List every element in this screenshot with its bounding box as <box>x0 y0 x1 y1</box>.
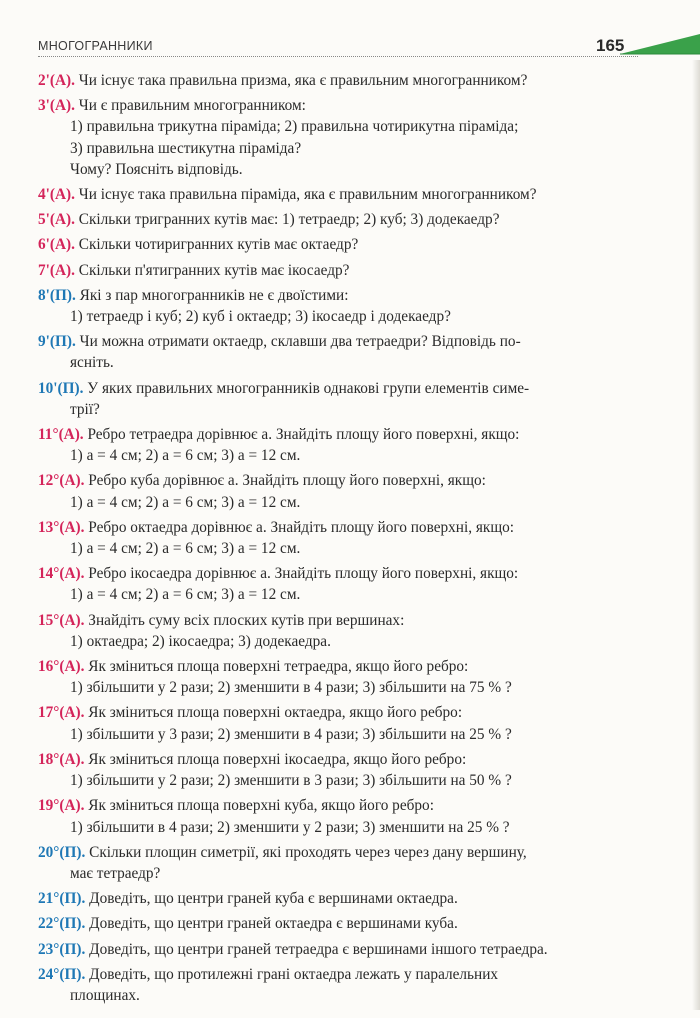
exercise-text: Як зміниться площа поверхні октаедра, якщо його ребро: <box>84 704 463 722</box>
exercise-options <box>38 724 634 745</box>
exercise-question <box>38 260 634 281</box>
exercise-question <box>38 842 634 863</box>
page-header <box>38 36 700 58</box>
exercise-number: 12°(А). <box>38 472 85 490</box>
exercise-item <box>38 378 634 420</box>
exercise-options <box>38 677 634 698</box>
exercise-text: Скільки чотиригранних кутів має октаедр? <box>74 236 359 254</box>
header-divider <box>38 56 638 57</box>
exercise-number: 8'(П). <box>38 286 76 304</box>
exercise-item <box>38 610 634 652</box>
exercise-text-continuation: трії? <box>70 400 100 418</box>
exercise-text: Скільки п'ятигранних кутів має ікосаедр? <box>74 261 350 279</box>
exercise-question <box>38 749 634 770</box>
exercise-text-continuation: має тетраедр? <box>70 864 161 882</box>
exercise-question <box>38 517 634 538</box>
exercise-text: Як зміниться площа поверхні ікосаедра, якщо його ребро: <box>84 750 467 768</box>
exercise-question <box>38 378 634 399</box>
exercise-number: 13°(А). <box>38 518 85 536</box>
exercise-number: 23°(П). <box>38 940 86 958</box>
exercise-options <box>38 538 634 559</box>
exercise-option-line: 1) a = 4 см; 2) a = 6 см; 3) a = 12 см. <box>70 540 301 558</box>
exercise-item <box>38 563 634 605</box>
exercise-number: 22°(П). <box>38 915 86 933</box>
exercise-text: Чи існує така правильна піраміда, яка є правильним многогранником? <box>74 186 537 204</box>
exercise-options <box>38 116 634 158</box>
exercise-item <box>38 702 634 744</box>
exercise-option-line: 1) збільшити у 2 рази; 2) зменшити в 3 рази; 3) збільшити на 50 % ? <box>70 772 512 790</box>
exercise-number: 10'(П). <box>38 379 84 397</box>
exercise-number: 14°(А). <box>38 565 85 583</box>
exercise-text: Скільки площин симетрії, які проходять через через дану вершину, <box>85 843 527 861</box>
exercise-number: 3'(А). <box>38 97 75 115</box>
exercise-item <box>38 95 634 180</box>
exercise-question <box>38 470 634 491</box>
exercise-options <box>38 817 634 838</box>
exercise-item <box>38 184 634 205</box>
section-title: МНОГОГРАННИКИ <box>38 39 153 53</box>
exercise-option-line: 1) тетраедр і куб; 2) куб і октаедр; 3) ікосаедр і додекаедр? <box>70 308 451 326</box>
exercise-number: 20°(П). <box>38 843 86 861</box>
exercise-number: 18°(А). <box>38 750 85 768</box>
exercise-text: Доведіть, що протилежні грані октаедра лежать у паралельних <box>85 965 499 983</box>
exercise-text: У яких правильних многогранників однакові групи елементів симе- <box>83 379 530 397</box>
exercise-question <box>38 888 634 909</box>
exercise-item <box>38 234 634 255</box>
exercise-option-line: 1) збільшити у 2 рази; 2) зменшити в 4 рази; 3) збільшити на 75 % ? <box>70 679 512 697</box>
exercise-question <box>38 964 634 985</box>
exercise-list <box>38 70 634 1010</box>
exercise-option-line: 1) октаедра; 2) ікосаедра; 3) додекаедра. <box>70 632 331 650</box>
exercise-text: Ребро октаедра дорівнює a. Знайдіть площу його поверхні, якщо: <box>84 518 515 536</box>
page-number: 165 <box>596 36 625 55</box>
exercise-item <box>38 517 634 559</box>
exercise-item <box>38 470 634 512</box>
exercise-extra-text: Чому? Поясніть відповідь. <box>70 160 243 178</box>
exercise-text: Як зміниться площа поверхні куба, якщо його ребро: <box>84 797 434 815</box>
exercise-text: Які з пар многогранників не є двоїстими: <box>75 286 349 304</box>
exercise-item <box>38 209 634 230</box>
exercise-question <box>38 209 634 230</box>
exercise-options <box>38 445 634 466</box>
exercise-text-continuation: площинах. <box>70 986 140 1004</box>
exercise-question <box>38 70 634 91</box>
exercise-question <box>38 95 634 116</box>
exercise-question <box>38 610 634 631</box>
exercise-question <box>38 913 634 934</box>
exercise-text: Скільки тригранних кутів має: 1) тетраедр; 2) куб; 3) додекаедр? <box>74 211 500 229</box>
exercise-question <box>38 939 634 960</box>
exercise-options <box>38 770 634 791</box>
exercise-options <box>38 631 634 652</box>
exercise-number: 11°(А). <box>38 426 84 444</box>
exercise-item <box>38 749 634 791</box>
exercise-number: 19°(А). <box>38 797 85 815</box>
exercise-text: Як зміниться площа поверхні тетраедра, якщо його ребро: <box>84 658 469 676</box>
exercise-text: Чи є правильним многогранником: <box>74 97 306 115</box>
exercise-item <box>38 656 634 698</box>
exercise-question <box>38 563 634 584</box>
exercise-text: Знайдіть суму всіх плоских кутів при вершинах: <box>84 611 405 629</box>
exercise-text: Ребро куба дорівнює a. Знайдіть площу його поверхні, якщо: <box>84 472 486 490</box>
exercise-question <box>38 331 634 352</box>
exercise-question <box>38 234 634 255</box>
page-edge-shadow <box>692 60 700 1010</box>
green-corner-decoration-icon <box>620 30 700 56</box>
exercise-item <box>38 795 634 837</box>
exercise-text-continuation: ясніть. <box>70 354 114 372</box>
exercise-text: Ребро ікосаедра дорівнює a. Знайдіть площу його поверхні, якщо: <box>84 565 519 583</box>
exercise-item <box>38 888 634 909</box>
exercise-option-line: 1) правильна трикутна піраміда; 2) правильна чотирикутна піраміда; <box>70 118 519 136</box>
exercise-item <box>38 913 634 934</box>
exercise-item <box>38 939 634 960</box>
exercise-number: 17°(А). <box>38 704 85 722</box>
exercise-number: 15°(А). <box>38 611 85 629</box>
exercise-number: 6'(А). <box>38 236 75 254</box>
exercise-question <box>38 702 634 723</box>
exercise-options <box>38 584 634 605</box>
exercise-number: 5'(А). <box>38 211 75 229</box>
exercise-text: Доведіть, що центри граней куба є вершинами октаедра. <box>85 890 458 908</box>
exercise-number: 7'(А). <box>38 261 75 279</box>
exercise-number: 9'(П). <box>38 333 76 351</box>
exercise-question <box>38 795 634 816</box>
exercise-question <box>38 656 634 677</box>
exercise-item <box>38 331 634 373</box>
exercise-number: 16°(А). <box>38 658 85 676</box>
exercise-question <box>38 285 634 306</box>
exercise-item <box>38 70 634 91</box>
exercise-item <box>38 424 634 466</box>
exercise-option-line: 1) збільшити у 3 рази; 2) зменшити в 4 рази; 3) збільшити на 25 % ? <box>70 725 512 743</box>
exercise-option-line: 1) a = 4 см; 2) a = 6 см; 3) a = 12 см. <box>70 493 301 511</box>
exercise-option-line: 1) збільшити в 4 рази; 2) зменшити у 2 рази; 3) зменшити на 25 % ? <box>70 818 510 836</box>
exercise-text: Чи існує така правильна призма, яка є правильним многогранником? <box>74 72 528 89</box>
exercise-text: Чи можна отримати октаедр, склавши два тетраедри? Відповідь по- <box>75 333 521 351</box>
exercise-option-line: 3) правильна шестикутна піраміда? <box>70 139 302 157</box>
exercise-text: Доведіть, що центри граней тетраедра є вершинами іншого тетраедра. <box>85 940 548 958</box>
exercise-item <box>38 260 634 281</box>
exercise-text: Ребро тетраедра дорівнює a. Знайдіть площу його поверхні, якщо: <box>83 426 520 444</box>
exercise-number: 21°(П). <box>38 890 86 908</box>
exercise-number: 2'(А). <box>38 72 75 89</box>
exercise-item <box>38 285 634 327</box>
exercise-option-line: 1) a = 4 см; 2) a = 6 см; 3) a = 12 см. <box>70 447 301 465</box>
exercise-number: 4'(А). <box>38 186 75 204</box>
exercise-option-line: 1) a = 4 см; 2) a = 6 см; 3) a = 12 см. <box>70 586 301 604</box>
exercise-number: 24°(П). <box>38 965 86 983</box>
exercise-options <box>38 306 634 327</box>
exercise-options <box>38 492 634 513</box>
exercise-item <box>38 842 634 884</box>
exercise-item <box>38 964 634 1006</box>
exercise-text: Доведіть, що центри граней октаедра є вершинами куба. <box>85 915 458 933</box>
exercise-question <box>38 424 634 445</box>
exercise-question <box>38 184 634 205</box>
